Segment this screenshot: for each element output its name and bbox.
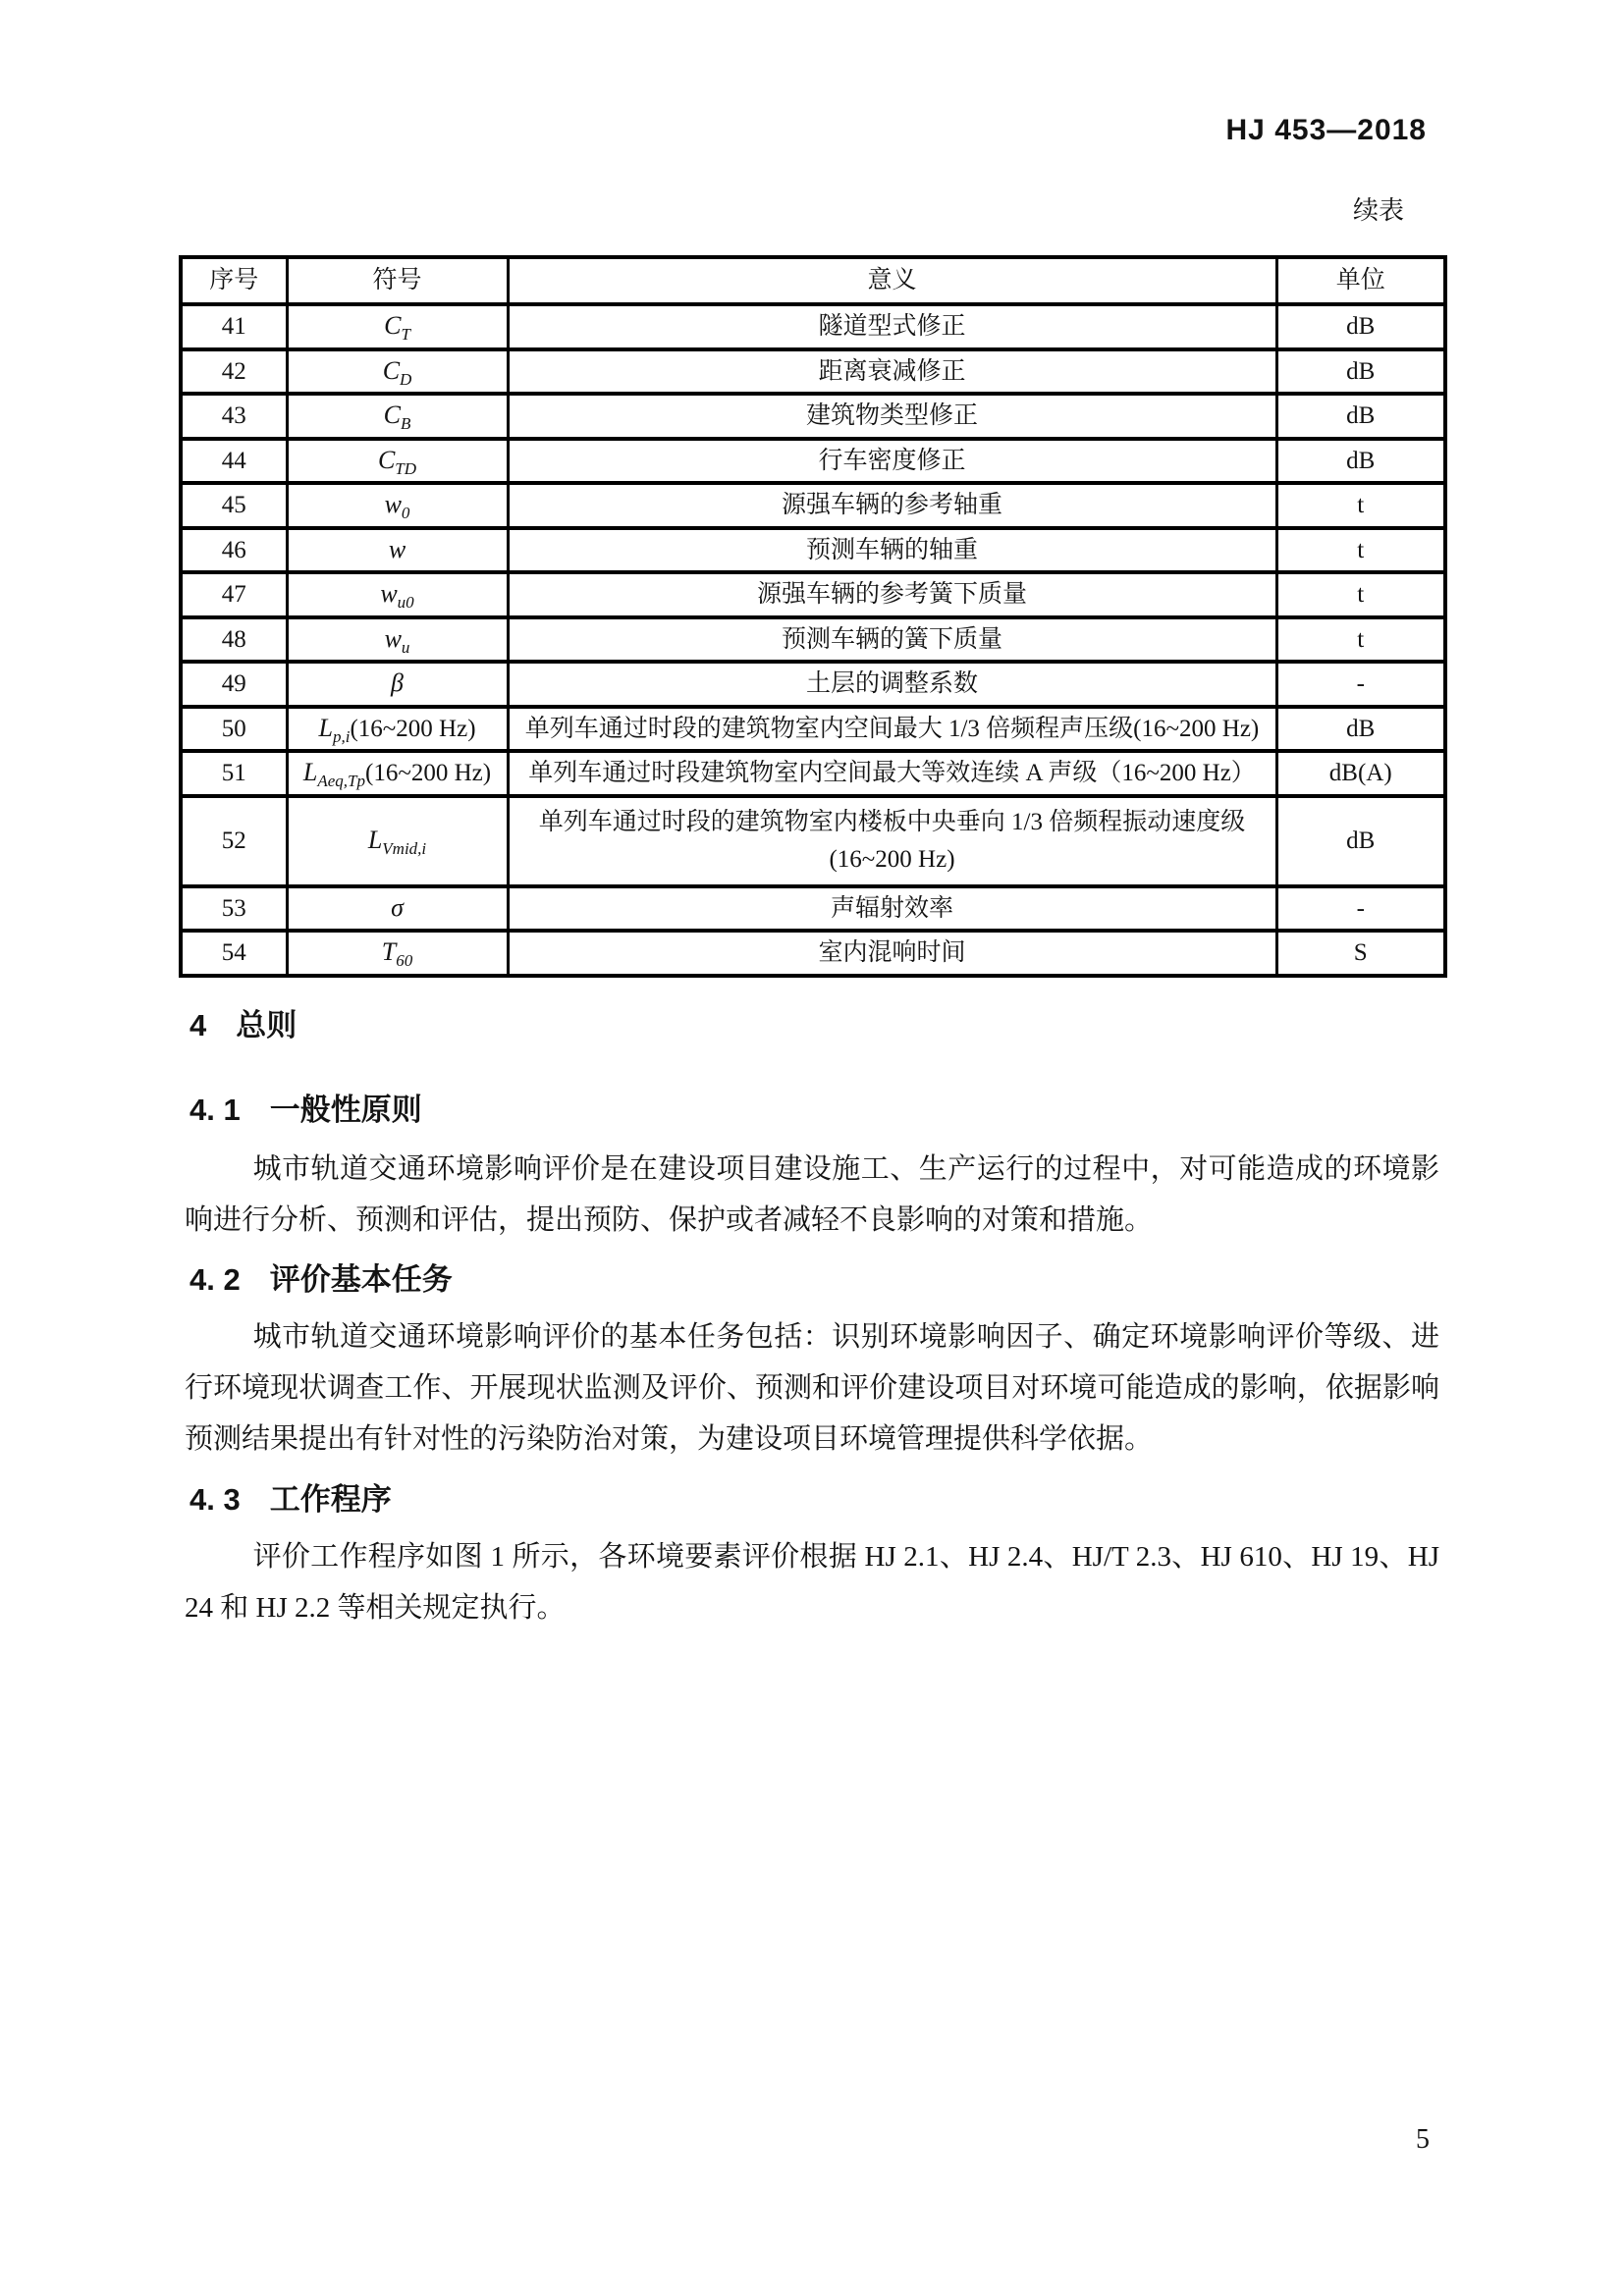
- symbol-subscript: u: [401, 637, 410, 657]
- symbol-base: β: [391, 668, 404, 697]
- section-heading-4: [189, 1009, 297, 1042]
- symbol-subscript: B: [400, 414, 411, 433]
- cell-serial-number: 44: [181, 439, 287, 484]
- cell-serial-number: 54: [181, 931, 287, 976]
- symbols-table: [179, 255, 1447, 978]
- table-body: [181, 304, 1445, 976]
- cell-meaning: [508, 662, 1276, 707]
- header-cell-no: 序号: [181, 257, 287, 304]
- cell-meaning: [508, 304, 1276, 349]
- symbol-suffix: (16~200 Hz): [350, 715, 476, 742]
- meaning-text: 单列车通过时段建筑物室内空间最大等效连续 A 声级（16~200 Hz）: [528, 760, 1256, 786]
- symbol-base: w: [384, 623, 402, 653]
- section-title: 一般性原则: [269, 1093, 422, 1127]
- cell-symbol: [287, 751, 508, 796]
- cell-symbol: [287, 886, 508, 932]
- cell-symbol: [287, 483, 508, 528]
- symbol-subscript: Aeq,Tp: [317, 772, 366, 790]
- page-number: 5: [1416, 2124, 1430, 2155]
- symbol-subscript: T: [401, 325, 410, 344]
- symbol-base: C: [384, 311, 402, 340]
- table-row: [181, 304, 1445, 349]
- symbol-base: C: [377, 445, 396, 474]
- table-row: [181, 796, 1445, 886]
- cell-symbol: [287, 572, 508, 617]
- symbol-base: L: [318, 713, 333, 742]
- symbol-base: T: [381, 937, 397, 966]
- cell-serial-number: 48: [181, 617, 287, 663]
- cell-meaning: [508, 483, 1276, 528]
- meaning-text: 隧道型式修正: [818, 313, 966, 340]
- symbol-subscript: 60: [396, 951, 413, 970]
- meaning-text-line2: (16~200 Hz): [829, 845, 955, 873]
- continued-table-label: 续表: [1352, 196, 1404, 225]
- cell-serial-number: 41: [181, 304, 287, 349]
- cell-unit: t: [1276, 617, 1445, 663]
- cell-unit: t: [1276, 572, 1445, 617]
- symbol-subscript: u0: [397, 593, 414, 612]
- cell-meaning: [508, 707, 1276, 752]
- cell-serial-number: 42: [181, 349, 287, 395]
- section-heading-4-1: [189, 1094, 422, 1127]
- cell-unit: dB: [1276, 796, 1445, 886]
- meaning-text: 源强车辆的参考轴重: [781, 492, 1002, 518]
- symbol-subscript: Vmid,i: [382, 838, 427, 858]
- table-row: [181, 439, 1445, 484]
- cell-symbol: [287, 528, 508, 573]
- table-row: [181, 662, 1445, 707]
- paragraph-4-3: 评价工作程序如图 1 所示，各环境要素评价根据 HJ 2.1、HJ 2.4、HJ/T 2.3、HJ 610、HJ 19、HJ 24 和 HJ 2.2 等相关规定执行。: [185, 1541, 1439, 1624]
- section-number: 4: [189, 1008, 207, 1042]
- symbol-subscript: D: [400, 369, 412, 389]
- cell-unit: dB(A): [1276, 751, 1445, 796]
- cell-meaning: [508, 796, 1276, 886]
- cell-unit: dB: [1276, 304, 1445, 349]
- cell-meaning: [508, 439, 1276, 484]
- cell-unit: S: [1276, 931, 1445, 976]
- table-row: [181, 886, 1445, 932]
- cell-meaning: [508, 528, 1276, 573]
- meaning-text: 距离衰减修正: [818, 357, 966, 385]
- header-cell-meaning: 意义: [508, 257, 1276, 304]
- paragraph-4-1: 城市轨道交通环境影响评价是在建设项目建设施工、生产运行的过程中，对可能造成的环境影响进行分析、预测和评估，提出预防、保护或者减轻不良影响的对策和措施。: [185, 1153, 1439, 1236]
- cell-unit: -: [1276, 886, 1445, 932]
- table-row: [181, 707, 1445, 752]
- standard-code-header: HJ 453—2018: [1225, 114, 1427, 146]
- meaning-text: 室内混响时间: [818, 939, 966, 966]
- header-cell-unit: 单位: [1276, 257, 1445, 304]
- cell-unit: -: [1276, 662, 1445, 707]
- symbol-subscript: 0: [401, 504, 410, 522]
- cell-unit: dB: [1276, 707, 1445, 752]
- cell-symbol: [287, 349, 508, 395]
- meaning-text: 土层的调整系数: [805, 670, 978, 697]
- cell-unit: t: [1276, 483, 1445, 528]
- section-number: 4. 3: [189, 1482, 241, 1517]
- table-row: [181, 931, 1445, 976]
- meaning-text: 建筑物类型修正: [805, 402, 978, 429]
- table-row: [181, 617, 1445, 663]
- section-heading-4-3: [189, 1483, 392, 1517]
- section-title: 总则: [236, 1008, 298, 1042]
- cell-symbol: [287, 707, 508, 752]
- symbol-base: L: [367, 825, 383, 854]
- meaning-text: 单列车通过时段的建筑物室内空间最大 1/3 倍频程声压级(16~200 Hz): [524, 715, 1260, 742]
- cell-serial-number: 50: [181, 707, 287, 752]
- cell-meaning: [508, 886, 1276, 932]
- cell-meaning: [508, 394, 1276, 439]
- section-title: 工作程序: [269, 1482, 392, 1517]
- meaning-text: 单列车通过时段的建筑物室内楼板中央垂向 1/3 倍频程振动速度级: [538, 809, 1246, 835]
- meaning-text: 预测车辆的轴重: [805, 536, 978, 563]
- cell-symbol: [287, 931, 508, 976]
- symbol-base: L: [302, 758, 318, 786]
- section-title: 评价基本任务: [269, 1262, 453, 1297]
- cell-serial-number: 51: [181, 751, 287, 796]
- cell-serial-number: 52: [181, 796, 287, 886]
- section-number: 4. 2: [189, 1262, 241, 1297]
- symbol-base: w: [388, 534, 406, 563]
- symbol-subscript: TD: [395, 458, 417, 478]
- paragraph-4-2: 城市轨道交通环境影响评价的基本任务包括：识别环境影响因子、确定环境影响评价等级、进行环境现状调查工作、开展现状监测及评价、预测和评价建设项目对环境可能造成的影响，依据影响预测结果提出有针对性的污染防治对策，为建设项目环境管理提供科学依据。: [185, 1321, 1439, 1455]
- meaning-text: 预测车辆的簧下质量: [781, 625, 1002, 653]
- meaning-text: 声辐射效率: [830, 894, 953, 922]
- cell-meaning: [508, 751, 1276, 796]
- cell-serial-number: 45: [181, 483, 287, 528]
- cell-meaning: [508, 931, 1276, 976]
- cell-symbol: [287, 796, 508, 886]
- table-row: [181, 483, 1445, 528]
- table-row: [181, 394, 1445, 439]
- symbol-base: w: [380, 579, 398, 608]
- cell-meaning: [508, 617, 1276, 663]
- symbol-base: σ: [391, 892, 404, 922]
- symbol-subscript: p,i: [332, 726, 351, 746]
- cell-serial-number: 46: [181, 528, 287, 573]
- cell-meaning: [508, 572, 1276, 617]
- symbol-base: w: [384, 490, 402, 518]
- cell-unit: dB: [1276, 439, 1445, 484]
- cell-symbol: [287, 617, 508, 663]
- table-row: [181, 528, 1445, 573]
- table-row: [181, 751, 1445, 796]
- symbol-base: C: [383, 400, 401, 429]
- table-row: [181, 572, 1445, 617]
- cell-serial-number: 43: [181, 394, 287, 439]
- symbol-base: C: [382, 355, 401, 385]
- cell-meaning: [508, 349, 1276, 395]
- cell-symbol: [287, 394, 508, 439]
- meaning-text: 源强车辆的参考簧下质量: [756, 581, 1027, 608]
- table-row: [181, 349, 1445, 395]
- cell-unit: dB: [1276, 349, 1445, 395]
- table-header-row: [181, 257, 1445, 304]
- cell-serial-number: 53: [181, 886, 287, 932]
- cell-symbol: [287, 662, 508, 707]
- cell-serial-number: 49: [181, 662, 287, 707]
- cell-unit: t: [1276, 528, 1445, 573]
- section-heading-4-2: [189, 1263, 453, 1297]
- cell-symbol: [287, 439, 508, 484]
- header-cell-symbol: 符号: [287, 257, 508, 304]
- cell-unit: dB: [1276, 394, 1445, 439]
- symbol-suffix: (16~200 Hz): [365, 760, 492, 786]
- meaning-text: 行车密度修正: [818, 447, 966, 474]
- cell-serial-number: 47: [181, 572, 287, 617]
- cell-symbol: [287, 304, 508, 349]
- section-number: 4. 1: [189, 1093, 241, 1127]
